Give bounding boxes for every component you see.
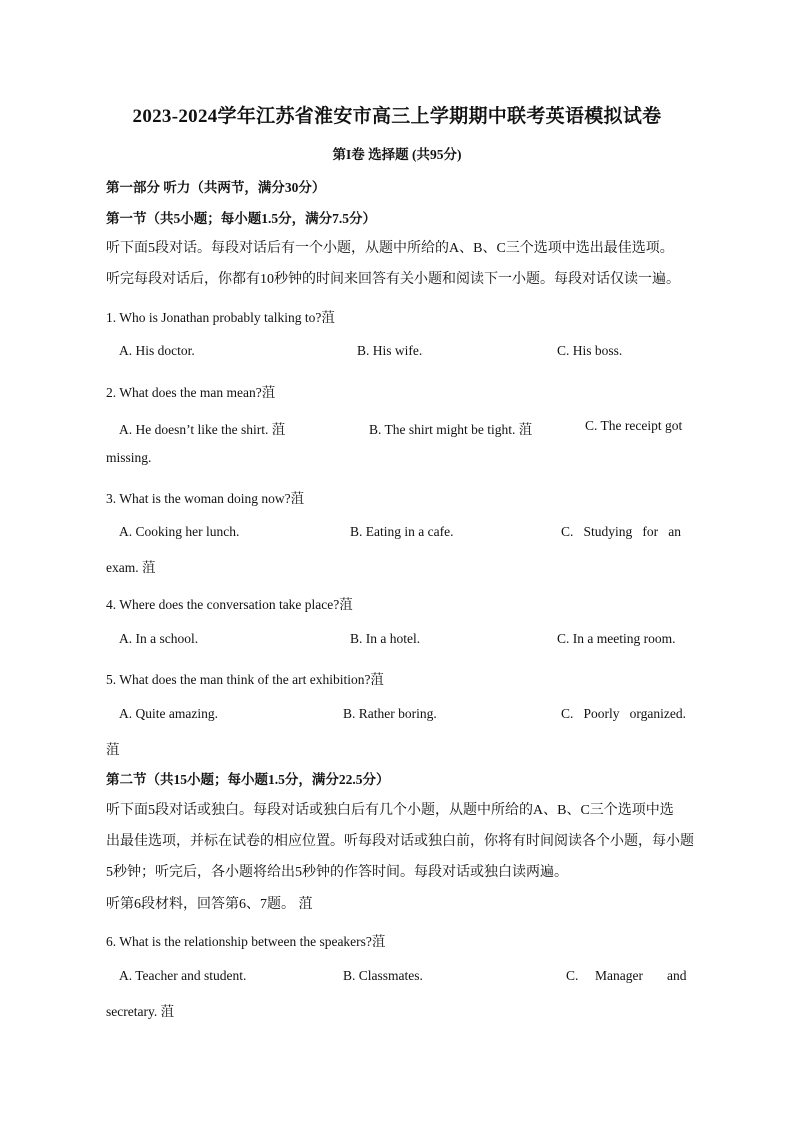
section1-heading: 第一节（共5小题；每小题1.5分，满分7.5分） (106, 211, 376, 226)
question-4-option-b: B. In a hotel. (350, 631, 421, 646)
question-5: 5. What does the man think of the art exhibition?菹 (106, 672, 384, 687)
question-2-option-a: A. He doesn’t like the shirt. 菹 (119, 422, 286, 437)
part1-heading: 第一部分 听力（共两节，满分30分） (106, 180, 326, 195)
section1-instruction-line2: 听完每段对话后，你都有10秒钟的时间来回答有关小题和阅读下一小题。每段对话仅读一遍。 (106, 272, 680, 287)
question-4-option-a: A. In a school. (119, 631, 199, 646)
question-5-option-c-continued: 菹 (106, 742, 120, 757)
question-3-option-a: A. Cooking her lunch. (119, 524, 240, 539)
section2-heading: 第二节（共15小题；每小题1.5分，满分22.5分） (106, 772, 390, 787)
question-1-option-c: C. His boss. (557, 343, 623, 358)
section2-instruction-line2: 出最佳选项，并标在试卷的相应位置。听每段对话或独白前，你将有时间阅读各个小题，每小题 (106, 834, 694, 849)
question-5-option-a: A. Quite amazing. (119, 706, 218, 721)
question-4: 4. Where does the conversation take place?菹 (106, 597, 353, 612)
question-3-option-b: B. Eating in a cafe. (350, 524, 454, 539)
material-6-instruction: 听第6段材料，回答第6、7题。 菹 (106, 897, 313, 912)
page-subtitle: 第I卷 选择题 (共95分) (332, 147, 462, 162)
question-1-option-b: B. His wife. (357, 343, 423, 358)
question-6-option-c: C. (566, 968, 579, 983)
question-4-option-c: C. In a meeting room. (557, 631, 676, 646)
question-6-option-c-word1: Manager (595, 968, 643, 983)
question-6-option-c-continued: secretary. 菹 (106, 1004, 175, 1019)
question-6-option-c-word2: and (667, 968, 687, 983)
section1-instruction-line1: 听下面5段对话。每段对话后有一个小题，从题中所给的A、B、C三个选项中选出最佳选项。 (106, 241, 674, 256)
question-2-option-b: B. The shirt might be tight. 菹 (369, 422, 533, 437)
question-5-option-b: B. Rather boring. (343, 706, 437, 721)
question-1: 1. Who is Jonathan probably talking to?菹 (106, 310, 335, 325)
question-3-option-c: C. Studying for an (561, 524, 681, 539)
question-6: 6. What is the relationship between the speakers?菹 (106, 934, 386, 949)
section2-instruction-line3: 5秒钟；听完后，各小题将给出5秒钟的作答时间。每段对话或独白读两遍。 (106, 865, 568, 880)
page-title: 2023-2024学年江苏省淮安市高三上学期期中联考英语模拟试卷 (132, 106, 662, 127)
question-6-option-a: A. Teacher and student. (119, 968, 247, 983)
question-3: 3. What is the woman doing now?菹 (106, 491, 305, 506)
question-3-option-c-continued: exam. 菹 (106, 560, 156, 575)
question-2-option-c: C. The receipt got (585, 418, 683, 433)
question-6-option-b: B. Classmates. (343, 968, 423, 983)
question-5-option-c: C. Poorly organized. (561, 706, 686, 721)
question-2-option-c-continued: missing. (106, 450, 152, 465)
section2-instruction-line1: 听下面5段对话或独白。每段对话或独白后有几个小题，从题中所给的A、B、C三个选项中选 (106, 803, 674, 818)
question-1-option-a: A. His doctor. (119, 343, 195, 358)
question-2: 2. What does the man mean?菹 (106, 385, 276, 400)
